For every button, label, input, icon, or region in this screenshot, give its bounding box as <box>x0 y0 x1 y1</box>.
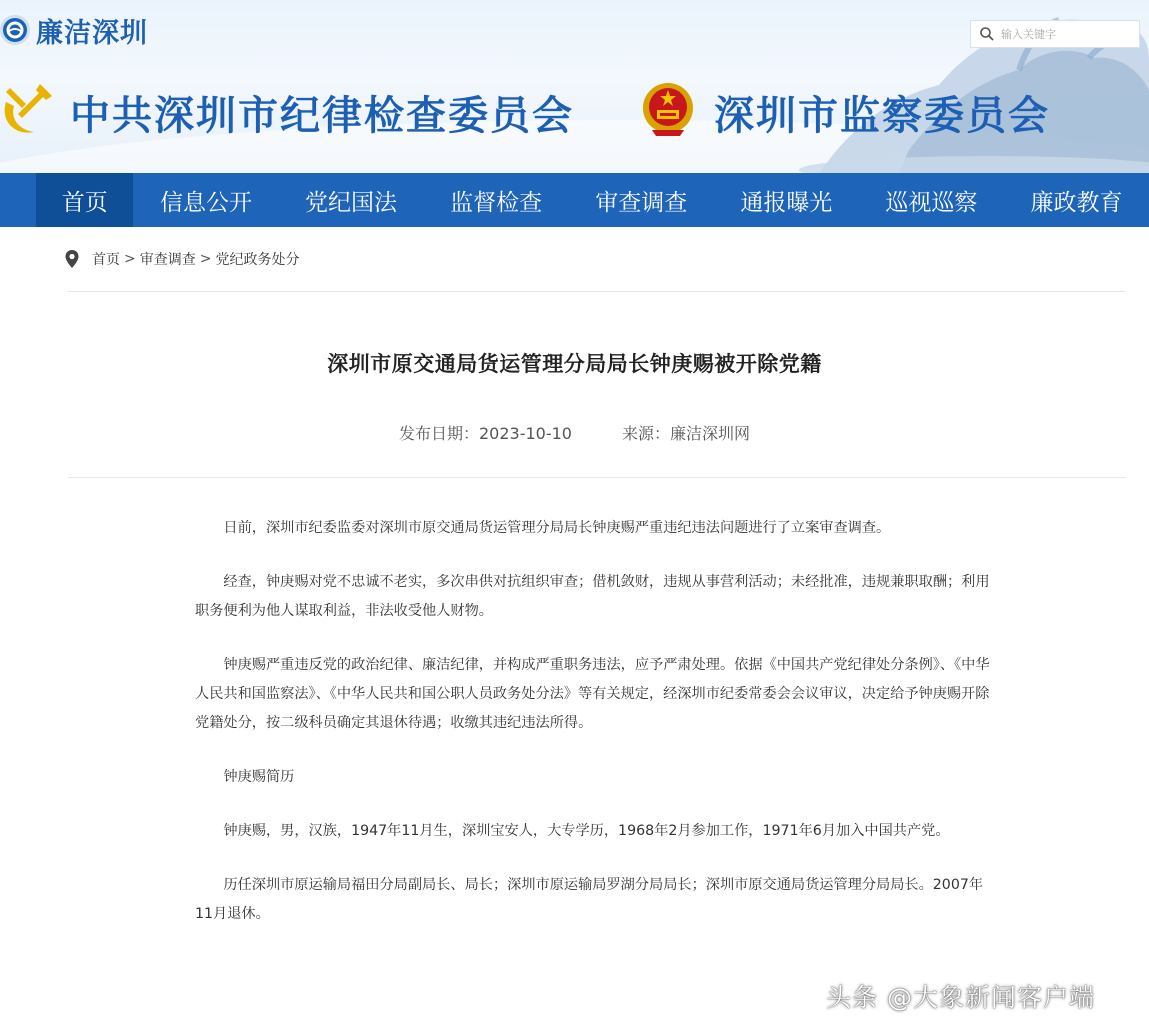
site-logo-icon <box>0 15 30 45</box>
search-box[interactable] <box>970 20 1140 48</box>
article-paragraph: 钟庚赐，男，汉族，1947年11月生，深圳宝安人，大专学历，1968年2月参加工作，1971年6月加入中国共产党。 <box>223 823 950 839</box>
breadcrumb-discipline-link[interactable]: 党纪政务处分 <box>215 252 300 268</box>
breadcrumb-investigation-link[interactable]: 审查调查 <box>139 252 196 268</box>
nav-item-info-disclosure[interactable]: 信息公开 <box>159 189 252 216</box>
search-icon[interactable] <box>979 26 995 42</box>
location-pin-icon <box>64 249 80 269</box>
nav-item-supervision[interactable]: 监督检查 <box>450 189 543 216</box>
nav-item-investigation[interactable]: 审查调查 <box>595 189 688 216</box>
cpc-commission-title: 中共深圳市纪律检查委员会 <box>70 93 574 139</box>
article-source: 来源：廉洁深圳网 <box>621 424 750 443</box>
article-meta <box>0 421 1149 444</box>
supervision-commission-title: 深圳市监察委员会 <box>714 93 1050 139</box>
publish-date: 发布日期：2023-10-10 <box>398 424 572 443</box>
brand[interactable] <box>0 8 148 52</box>
article-paragraph: 钟庚赐简历 <box>223 769 295 785</box>
nav-item-home[interactable]: 首页 <box>36 173 133 227</box>
article-paragraph: 日前，深圳市纪委监委对深圳市原交通局货运管理分局局长钟庚赐严重违纪违法问题进行了立案审查调查。 <box>223 520 891 536</box>
search-input[interactable] <box>1001 28 1131 41</box>
party-emblem-icon <box>0 80 54 140</box>
brand-name: 廉洁深圳 <box>36 17 148 49</box>
breadcrumb-home-link[interactable]: 首页 <box>92 252 120 268</box>
article-paragraph: 经查，钟庚赐对党不忠诚不老实，多次串供对抗组织审查；借机敛财，违规从事营利活动；未经批准，违规兼职取酬；利用职务便利为他人谋取利益，非法收受他人财物。 <box>195 574 990 619</box>
site-header <box>0 0 1149 173</box>
breadcrumb-separator: > <box>124 251 136 267</box>
national-emblem-icon <box>640 80 696 138</box>
main-nav <box>0 173 1149 227</box>
breadcrumb-separator: > <box>199 251 212 267</box>
breadcrumb <box>64 246 299 272</box>
divider <box>68 291 1126 292</box>
nav-item-education[interactable]: 廉政教育 <box>1030 189 1123 216</box>
watermark: 头条 @大象新闻客户端 <box>826 983 1095 1012</box>
article-paragraph: 钟庚赐严重违反党的政治纪律、廉洁纪律，并构成严重职务违法，应予严肃处理。依据《中国共产党纪律处分条例》、《中华人民共和国监察法》、《中华人民共和国公职人员政务处分法》等有关规定，经深圳市纪委常委会会议审议，决定给予钟庚赐开除党籍处分，按二级科员确定其退休待遇；收缴其违纪违法所得。 <box>195 657 990 731</box>
article-title: 深圳市原交通局货运管理分局局长钟庚赐被开除党籍 <box>327 352 822 376</box>
article-body <box>195 514 1000 954</box>
nav-item-exposure[interactable]: 通报曝光 <box>740 189 833 216</box>
divider <box>68 477 1126 478</box>
article-paragraph: 历任深圳市原运输局福田分局副局长、局长；深圳市原运输局罗湖分局局长；深圳市原交通局货运管理分局局长。2007年11月退休。 <box>195 877 984 922</box>
nav-item-inspection[interactable]: 巡视巡察 <box>885 189 978 216</box>
nav-item-party-law[interactable]: 党纪国法 <box>305 189 398 216</box>
